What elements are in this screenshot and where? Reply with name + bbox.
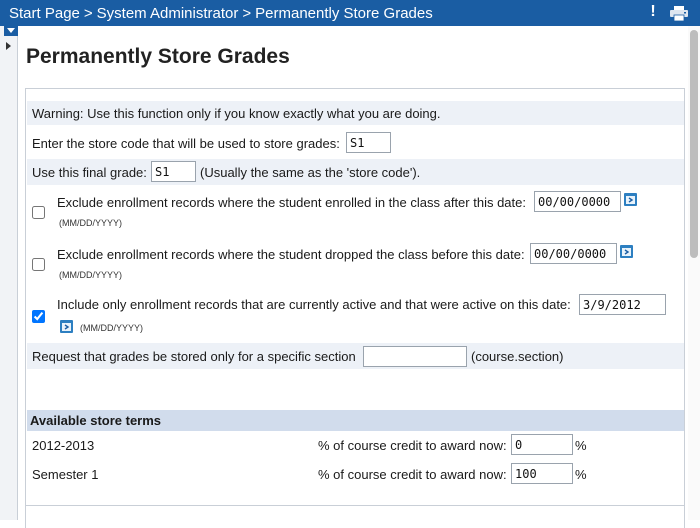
section-request-row xyxy=(27,343,684,369)
include-active-date-input[interactable] xyxy=(579,294,666,315)
page-title: Permanently Store Grades xyxy=(26,45,290,68)
exclude-dropped-checkbox[interactable] xyxy=(32,258,45,271)
breadcrumb-start-page[interactable]: Start Page xyxy=(9,5,80,22)
store-term-row xyxy=(27,462,684,490)
scrollbar-thumb[interactable] xyxy=(690,30,698,258)
include-active-checkbox[interactable] xyxy=(32,310,45,323)
exclude-enrolled-label: Exclude enrollment records where the student enrolled in the class after this date: xyxy=(57,195,526,210)
calendar-icon[interactable] xyxy=(59,318,75,334)
print-icon[interactable] xyxy=(668,6,690,21)
store-term-name: Semester 1 xyxy=(32,467,99,482)
divider xyxy=(26,505,684,506)
alert-icon[interactable]: ! xyxy=(650,3,656,20)
store-code-row xyxy=(27,130,684,156)
include-active-row xyxy=(27,292,684,342)
top-bar xyxy=(0,0,700,26)
final-grade-input[interactable] xyxy=(151,161,196,182)
section-request-label: Request that grades be stored only for a specific section xyxy=(32,349,356,364)
warning-row xyxy=(27,101,684,125)
final-grade-label: Use this final grade: xyxy=(32,165,147,180)
vertical-scrollbar[interactable] xyxy=(688,26,700,520)
breadcrumb-separator: > xyxy=(83,5,93,22)
exclude-enrolled-date-input[interactable] xyxy=(534,191,621,212)
store-code-input[interactable] xyxy=(346,132,391,153)
nav-collapse-chevron-down-icon[interactable] xyxy=(4,26,18,36)
calendar-icon[interactable] xyxy=(623,191,639,207)
final-grade-note: (Usually the same as the 'store code'). xyxy=(200,165,421,180)
breadcrumb xyxy=(9,5,433,22)
calendar-icon[interactable] xyxy=(619,243,635,259)
exclude-enrolled-format-hint: (MM/DD/YYYY) xyxy=(59,218,122,228)
include-active-label: Include only enrollment records that are currently active and that were active on this date: xyxy=(57,297,571,312)
store-term-credit-input[interactable] xyxy=(511,434,573,455)
exclude-dropped-format-hint: (MM/DD/YYYY) xyxy=(59,270,122,280)
store-term-percent-sign: % xyxy=(575,467,587,482)
warning-text: Warning: Use this function only if you know exactly what you are doing. xyxy=(32,106,441,121)
section-request-note: (course.section) xyxy=(471,349,564,364)
breadcrumb-system-administrator[interactable]: System Administrator xyxy=(96,5,239,22)
store-term-row xyxy=(27,433,684,461)
store-term-credit-label: % of course credit to award now: xyxy=(318,467,507,482)
exclude-enrolled-checkbox[interactable] xyxy=(32,206,45,219)
store-term-percent-sign: % xyxy=(575,438,587,453)
exclude-dropped-row xyxy=(27,239,684,289)
include-active-format-hint: (MM/DD/YYYY) xyxy=(80,323,143,333)
store-term-credit-input[interactable] xyxy=(511,463,573,484)
left-nav-strip xyxy=(0,26,18,520)
store-grades-form xyxy=(25,88,685,528)
breadcrumb-separator: > xyxy=(242,5,252,22)
exclude-enrolled-row xyxy=(27,187,684,237)
store-term-name: 2012-2013 xyxy=(32,438,95,453)
exclude-dropped-date-input[interactable] xyxy=(530,243,617,264)
nav-expand-arrow-icon[interactable] xyxy=(5,41,13,51)
store-code-label: Enter the store code that will be used to store grades: xyxy=(32,136,340,151)
breadcrumb-current-page: Permanently Store Grades xyxy=(255,5,433,22)
section-request-input[interactable] xyxy=(363,346,467,367)
exclude-dropped-label: Exclude enrollment records where the student dropped the class before this date: xyxy=(57,247,525,262)
store-term-credit-label: % of course credit to award now: xyxy=(318,438,507,453)
store-terms-header: Available store terms xyxy=(27,410,684,431)
final-grade-row xyxy=(27,159,684,185)
